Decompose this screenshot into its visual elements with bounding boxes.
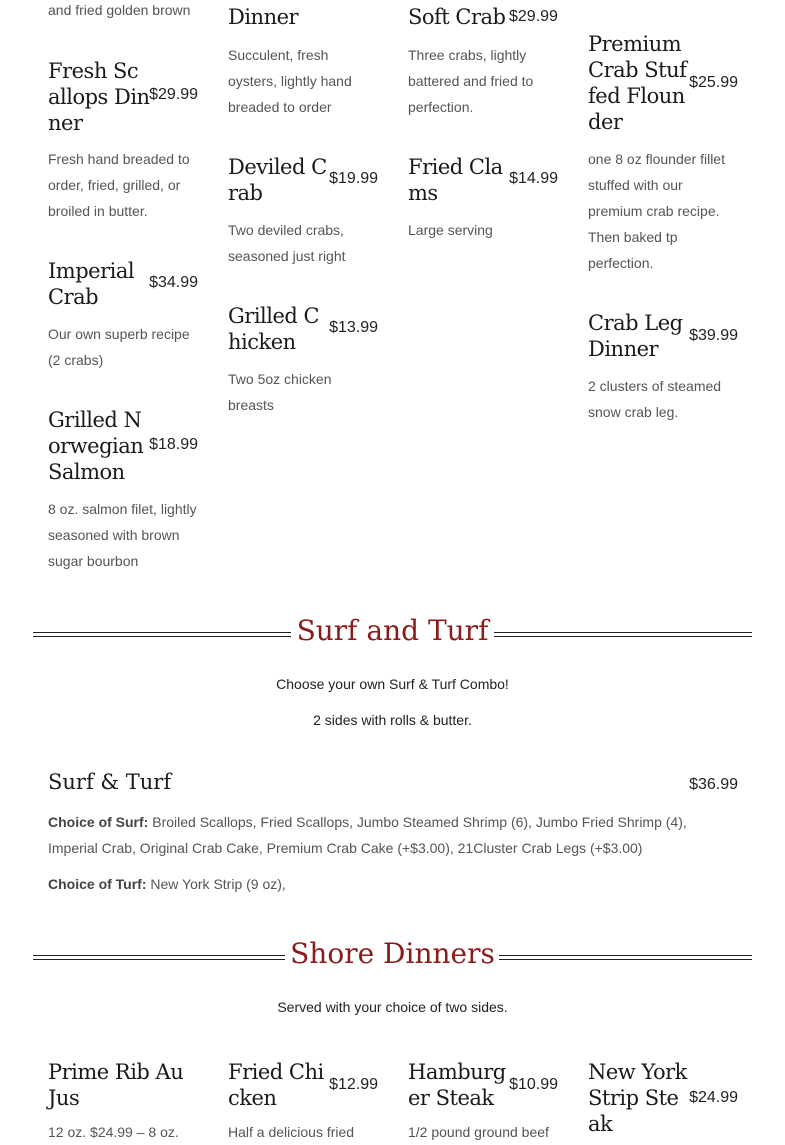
item-name: New York Strip Steak [588, 1060, 687, 1136]
item-description: Succulent, fresh oysters, lightly hand breaded to order [228, 47, 352, 115]
item-name: Premium Crab Stuffed Flounder [588, 32, 687, 134]
item-price: $14.99 [509, 170, 558, 187]
item-description: Two deviled crabs, seasoned just right [228, 222, 346, 264]
item-price: $39.99 [689, 327, 738, 344]
item-name-fragment: Soft Crab [408, 5, 506, 29]
item-description: 8 oz. salmon filet, lightly seasoned with brown sugar bourbon [48, 501, 197, 569]
section-title-shore-dinners: Shore Dinners [290, 937, 495, 970]
item-price-fragment: $29.99 [509, 8, 558, 25]
item-price: $18.99 [149, 436, 198, 453]
turf-choices [48, 871, 738, 897]
item-price: $24.99 [689, 1089, 738, 1106]
item-description: 12 oz. $24.99 – 8 oz. [48, 1124, 179, 1140]
item-name: Fried Clams [408, 155, 503, 205]
item-name-fragment: Dinner [228, 5, 299, 29]
item-description: Two 5oz chicken breasts [228, 371, 332, 413]
item-description: 1/2 pound ground beef [408, 1124, 549, 1140]
item-name: Grilled Norwegian Salmon [48, 408, 144, 484]
item-description: Our own superb recipe (2 crabs) [48, 326, 190, 368]
item-name: Imperial Crab [48, 259, 135, 309]
item-price: $25.99 [689, 74, 738, 91]
surf-choices [48, 809, 738, 861]
item-name: Hamburger Steak [408, 1060, 506, 1110]
item-description: one 8 oz flounder fillet stuffed with our premium crab recipe. Then baked tp perfection. [588, 151, 725, 271]
section-subtitle: Served with your choice of two sides. [277, 999, 508, 1015]
surf-label: Choice of Surf: [48, 814, 149, 830]
item-price: $12.99 [329, 1076, 378, 1093]
item-name: Deviled Crab [228, 155, 327, 205]
section-title-surf-and-turf: Surf and Turf [296, 614, 489, 647]
item-name: Fresh Scallops Dinner [48, 59, 150, 135]
item-name: Fried Chicken [228, 1060, 324, 1110]
turf-label: Choice of Turf: [48, 876, 147, 892]
item-price: $10.99 [509, 1076, 558, 1093]
item-description: Three crabs, lightly battered and fried to perfection. [408, 47, 534, 115]
turf-options: New York Strip (9 oz), [150, 876, 286, 892]
item-name-surf-turf: Surf & Turf [48, 770, 172, 794]
item-name: Crab Leg Dinner [588, 311, 683, 361]
item-description-fragment: and fried golden brown [48, 2, 191, 18]
item-price: $19.99 [329, 170, 378, 187]
section-intro-sides: 2 sides with rolls & butter. [313, 712, 472, 728]
section-intro: Choose your own Surf & Turf Combo! [276, 676, 509, 692]
surf-options: Broiled Scallops, Fried Scallops, Jumbo Steamed Shrimp (6), Jumbo Fried Shrimp (4), Imperial Crab, Original Crab Cake, Premium Crab Cake (+$3.00), 21Cluster Crab Legs (+$3.00) [48, 814, 687, 856]
item-description: Large serving [408, 222, 493, 238]
item-price: $34.99 [149, 274, 198, 291]
item-price: $13.99 [329, 319, 378, 336]
item-description: Half a delicious fried [228, 1124, 355, 1140]
item-price: $29.99 [149, 86, 198, 103]
item-price-surf-turf: $36.99 [689, 776, 738, 793]
item-name: Prime Rib Au Jus [48, 1060, 184, 1110]
item-description: 2 clusters of steamed snow crab leg. [588, 378, 722, 420]
item-description: Fresh hand breaded to order, fried, grilled, or broiled in butter. [48, 151, 190, 219]
item-name: Grilled Chicken [228, 304, 320, 354]
